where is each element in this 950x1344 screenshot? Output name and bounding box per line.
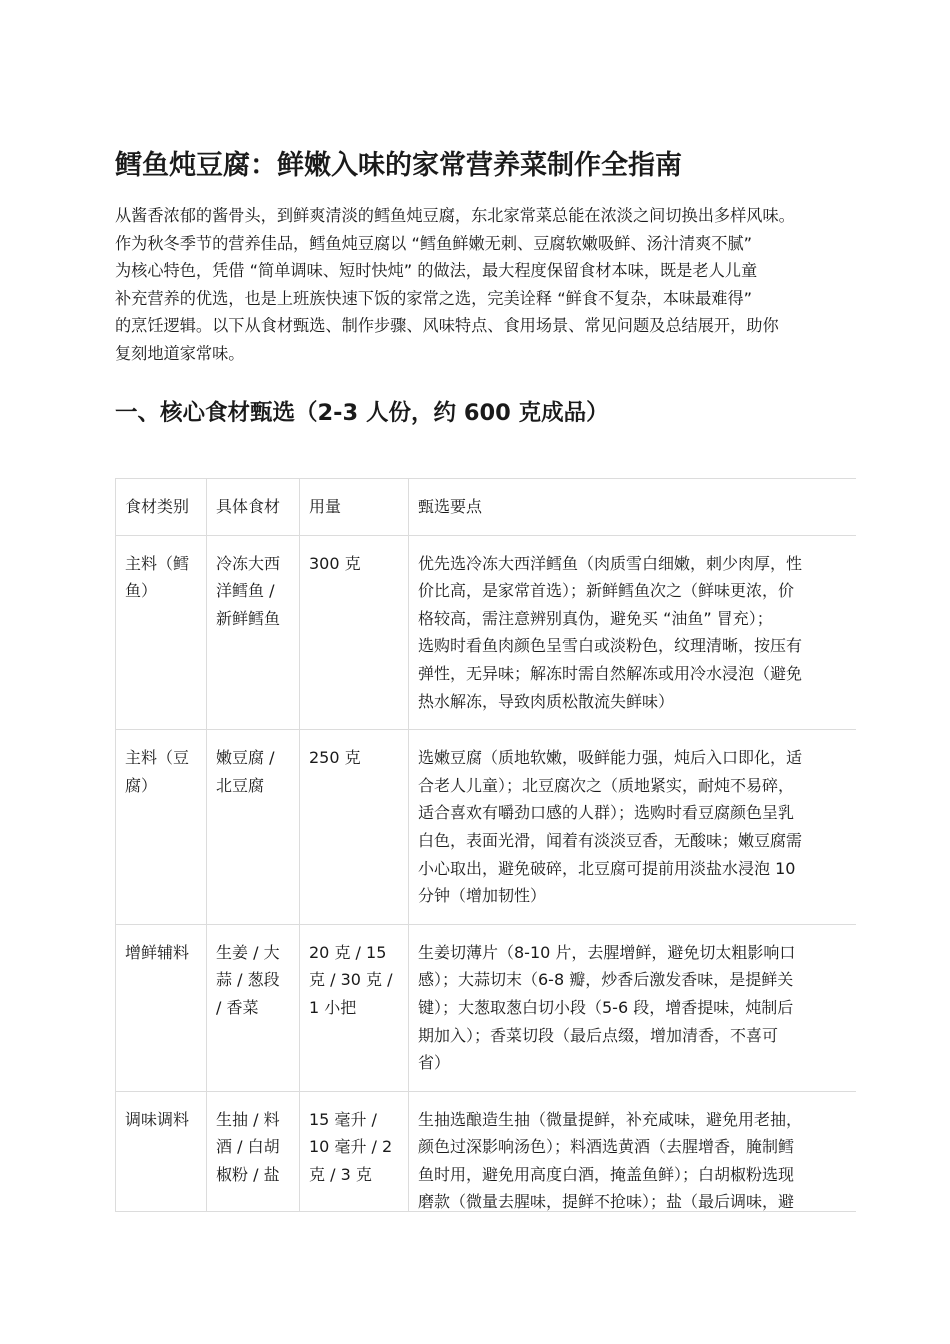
header-amount: 用量 [300,479,409,536]
cell-notes-line: 颜色过深影响汤色）；料酒选黄酒（去腥增香，腌制鳕 [418,1137,795,1157]
cell-ingredient-line: 生抽 / 料 [216,1109,280,1129]
cell-ingredient-line: 嫩豆腐 / [216,748,275,768]
cell-notes-line: 热水解冻，导致肉质松散流失鲜味） [418,691,675,711]
ingredients-table-container [115,478,856,1212]
cell-notes-line: 生抽选酿造生抽（微量提鲜，补充咸味，避免用老抽， [418,1109,803,1129]
intro-paragraph [115,202,875,368]
ingredients-table [115,478,856,1212]
table-row [116,1091,857,1212]
intro-line: 补充营养的优选，也是上班族快速下饭的家常之选，完美诠释 “鲜食不复杂，本味最难得” [115,288,753,308]
cell-category [116,730,207,925]
table-row [116,924,857,1091]
cell-amount-line: 克 / 3 克 [309,1164,372,1184]
cell-amount [300,730,409,925]
cell-category-line: 增鲜辅料 [125,942,190,962]
cell-notes-line: 价比高，是家常首选）；新鲜鳕鱼次之（鲜味更浓，价 [418,581,795,601]
cell-amount-line: 15 毫升 / [309,1109,377,1129]
cell-notes-line: 期加入）；香菜切段（最后点缀，增加清香，不喜可 [418,1025,779,1045]
cell-amount [300,1091,409,1212]
cell-notes-line: 感）；大蒜切末（6-8 瓣，炒香后激发香味，是提鲜关 [418,970,794,990]
cell-amount-line: 10 毫升 / 2 [309,1137,393,1157]
cell-category-line: 主料（鳕 [125,553,190,573]
cell-ingredient-line: 北豆腐 [216,775,265,795]
intro-line: 的烹饪逻辑。以下从食材甄选、制作步骤、风味特点、食用场景、常见问题及总结展开，助你 [115,316,779,336]
cell-notes-line: 合老人儿童）；北豆腐次之（质地紧实，耐炖不易碎， [418,775,795,795]
cell-ingredient-line: 洋鳕鱼 / [216,581,275,601]
table-row [116,535,857,730]
cell-notes-line: 生姜切薄片（8-10 片，去腥增鲜，避免切太粗影响口 [418,942,796,962]
cell-amount [300,924,409,1091]
cell-amount-line: 250 克 [309,748,361,768]
cell-ingredient-line: / 香菜 [216,997,259,1017]
cell-notes-line: 鱼时用，避免用高度白酒，掩盖鱼鲜）；白胡椒粉选现 [418,1164,795,1184]
cell-notes-line: 小心取出，避免破碎，北豆腐可提前用淡盐水浸泡 10 [418,858,796,878]
cell-notes-line: 磨款（微量去腥味，提鲜不抢味）；盐（最后调味，避 [418,1192,795,1212]
cell-ingredient [207,730,300,925]
cell-notes-line: 弹性，无异味；解冻时需自然解冻或用冷水浸泡（避免 [418,663,803,683]
table-header-row [116,479,857,536]
cell-notes-line: 键）；大葱取葱白切小段（5-6 段，增香提味，炖制后 [418,997,794,1017]
cell-category [116,1091,207,1212]
cell-category [116,924,207,1091]
cell-amount [300,535,409,730]
table-row [116,730,857,925]
intro-line: 作为秋冬季节的营养佳品，鳕鱼炖豆腐以 “鳕鱼鲜嫩无刺、豆腐软嫩吸鲜、汤汁清爽不腻” [115,233,753,253]
cell-ingredient [207,1091,300,1212]
header-ingredient: 具体食材 [207,479,300,536]
cell-ingredient [207,924,300,1091]
cell-ingredient [207,535,300,730]
cell-notes-line: 适合喜欢有嚼劲口感的人群）；选购时看豆腐颜色呈乳 [418,803,795,823]
cell-amount-line: 1 小把 [309,997,357,1017]
cell-notes-line: 省） [418,1053,451,1073]
header-category: 食材类别 [116,479,207,536]
intro-line: 复刻地道家常味。 [115,343,245,363]
cell-amount-line: 20 克 / 15 [309,942,387,962]
cell-notes [409,924,857,1091]
cell-notes-line: 分钟（增加韧性） [418,886,547,906]
intro-line: 为核心特色，凭借 “简单调味、短时快炖” 的做法，最大程度保留食材本味，既是老人儿童 [115,261,758,281]
page-title: 鳕鱼炖豆腐：鲜嫩入味的家常营养菜制作全指南 [115,150,682,181]
cell-ingredient-line: 酒 / 白胡 [216,1137,280,1157]
cell-ingredient-line: 生姜 / 大 [216,942,280,962]
section-heading: 一、核心食材甄选（2-3 人份，约 600 克成品） [115,400,609,426]
cell-category-line: 鱼） [125,581,158,601]
cell-ingredient-line: 新鲜鳕鱼 [216,608,281,628]
cell-notes [409,1091,857,1212]
header-notes: 甄选要点 [409,479,857,536]
cell-notes-line: 格较高，需注意辨别真伪，避免买 “油鱼” 冒充）； [418,608,773,628]
cell-notes [409,730,857,925]
cell-ingredient-line: 蒜 / 葱段 [216,970,280,990]
cell-notes-line: 选购时看鱼肉颜色呈雪白或淡粉色，纹理清晰，按压有 [418,636,803,656]
cell-category-line: 主料（豆 [125,748,190,768]
cell-notes [409,535,857,730]
cell-category-line: 调味调料 [125,1109,190,1129]
cell-notes-line: 白色，表面光滑，闻着有淡淡豆香，无酸味；嫩豆腐需 [418,830,803,850]
cell-ingredient-line: 椒粉 / 盐 [216,1164,280,1184]
cell-amount-line: 克 / 30 克 / [309,970,393,990]
cell-notes-line: 选嫩豆腐（质地软嫩，吸鲜能力强，炖后入口即化，适 [418,748,803,768]
intro-line: 从酱香浓郁的酱骨头，到鲜爽清淡的鳕鱼炖豆腐，东北家常菜总能在浓淡之间切换出多样风味。 [115,206,795,225]
cell-amount-line: 300 克 [309,553,361,573]
cell-category [116,535,207,730]
cell-category-line: 腐） [125,775,158,795]
cell-ingredient-line: 冷冻大西 [216,553,281,573]
cell-notes-line: 优先选冷冻大西洋鳕鱼（肉质雪白细嫩，刺少肉厚，性 [418,553,803,573]
